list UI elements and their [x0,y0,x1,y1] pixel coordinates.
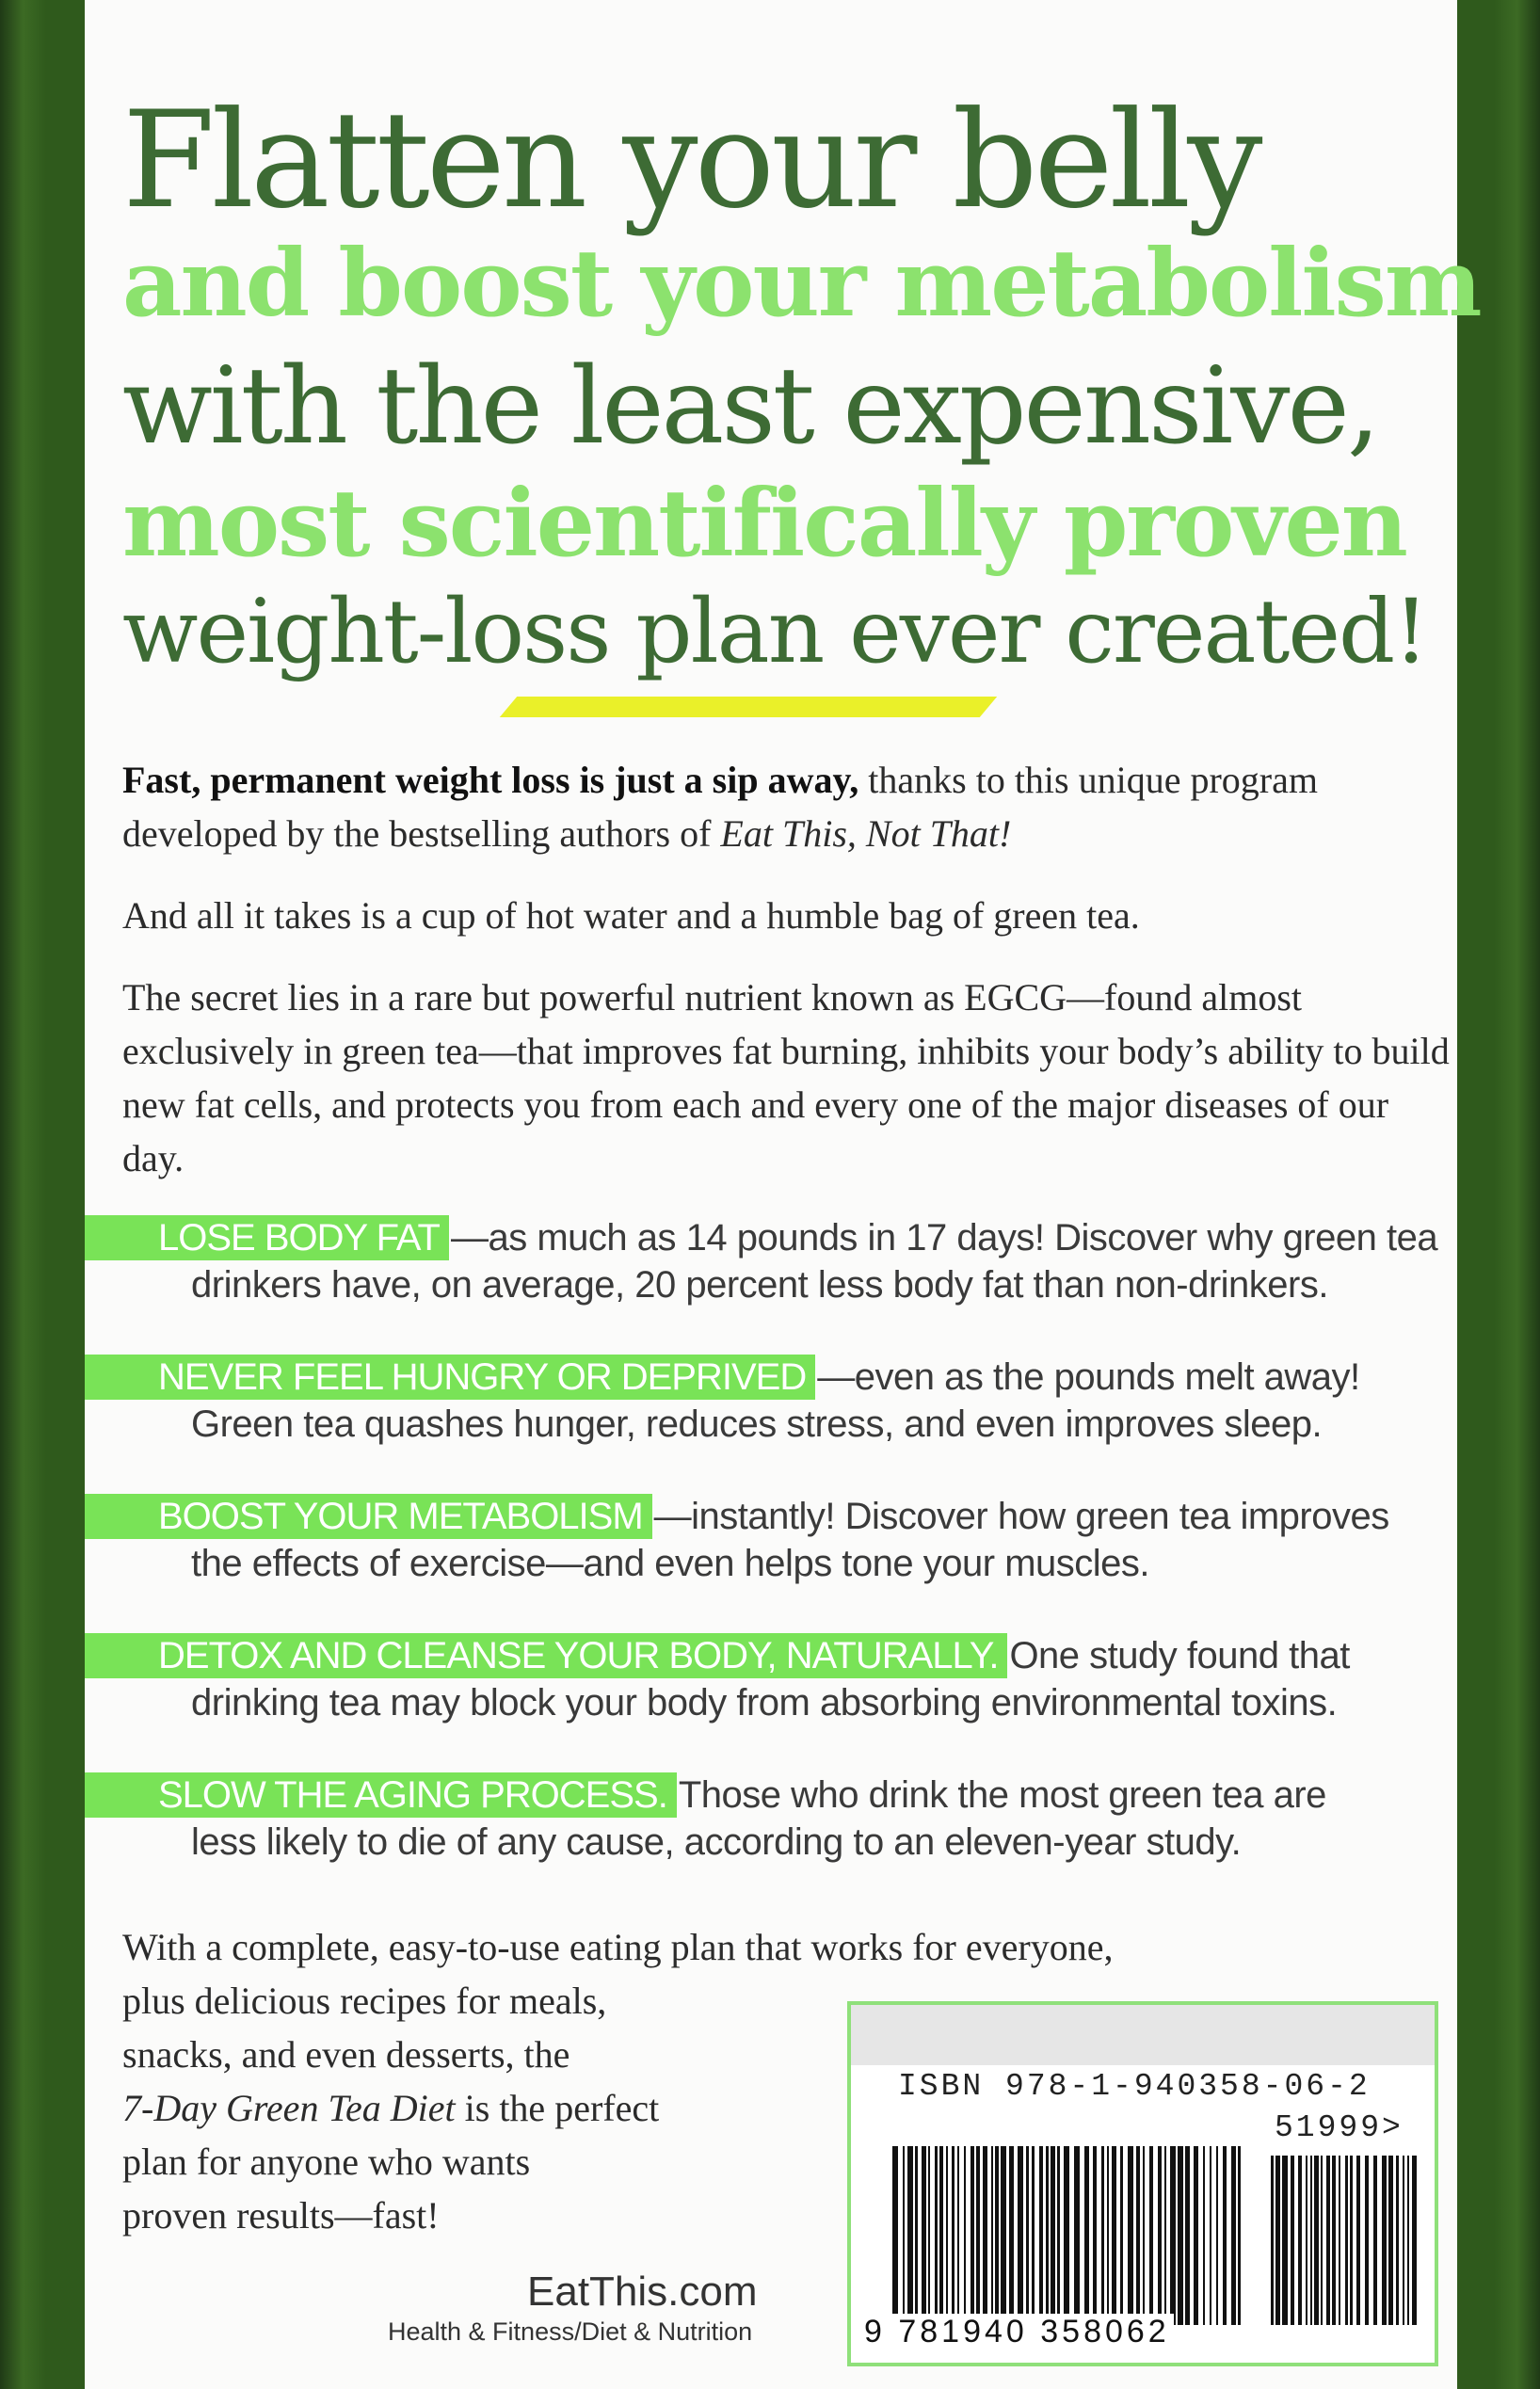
barcode-bar [1084,2146,1089,2325]
benefit-text-continued: less likely to die of any cause, according to an eleven-year study. [191,1821,1242,1863]
barcode-bar [1170,2146,1176,2325]
barcode-bar [1321,2156,1323,2325]
barcode-bar [907,2146,913,2325]
closing-line: proven results—fast! [122,2194,440,2237]
intro-paragraph-3: The secret lies in a rare but powerful nutrient known as EGCG—found almost exclusively in green tea—that improves fat burning, inhibits your body’s ability to build new fat cells, and protects you from each and every one of the major diseases of our day. [122,976,1450,1179]
barcode-bar [1185,2146,1190,2325]
barcode-bar [1356,2156,1360,2325]
barcode-bar [1388,2156,1393,2325]
benefit-item [85,1493,1457,1587]
closing-line: plus delicious recipes for meals, [122,1980,607,2022]
headline-line-4: most scientifically proven [122,470,1406,578]
barcode-bar [1178,2146,1183,2325]
intro-lead: Fast, permanent weight loss is just a sip away, [122,759,859,801]
isbn-barcode [847,2001,1438,2366]
barcode-bar [946,2146,948,2325]
headline-line-3: with the least expensive, [122,345,1378,468]
barcode-bar [1046,2146,1049,2325]
benefit-tag: DETOX AND CLEANSE YOUR BODY, NATURALLY. [85,1633,1007,1678]
book-title: 7-Day Green Tea Diet [122,2087,456,2129]
headline-line-1: Flatten your belly [122,83,1259,238]
barcode-bar [995,2146,999,2325]
barcode-bar [1231,2146,1236,2325]
barcode-bar [1238,2146,1241,2325]
barcode-bar [1107,2146,1109,2325]
barcode-bar [1136,2146,1140,2325]
barcode-bar [1101,2146,1104,2325]
barcode-bar [1350,2156,1353,2325]
barcode-bar [1396,2156,1399,2325]
barcode-bar [991,2146,993,2325]
barcode-bar [892,2146,898,2325]
barcode-bar [1382,2156,1387,2325]
barcode-main-bars [892,2146,1241,2325]
closing-line: plan for anyone who wants [122,2140,531,2183]
benefit-text: —as much as 14 pounds in 17 days! Discover why green tea [450,1217,1438,1259]
barcode-bar [1158,2146,1162,2325]
barcode-bar [1282,2156,1288,2325]
barcode-bar [915,2146,918,2325]
benefit-text-continued: Green tea quashes hunger, reduces stress, and even improves sleep. [191,1403,1323,1445]
barcode-bar [1403,2156,1404,2325]
headline-line-2: and boost your metabolism [122,230,1481,338]
barcode-bar [1009,2146,1014,2325]
barcode-digits: 9 781940 358062 [860,2314,1174,2350]
book-category: Health & Fitness/Diet & Nutrition [388,2317,753,2346]
barcode-bar [1039,2146,1043,2325]
benefit-text-continued: drinkers have, on average, 20 percent less body fat than non-drinkers. [191,1264,1328,1306]
barcode-bar [1271,2156,1274,2325]
benefit-tag: NEVER FEEL HUNGRY OR DEPRIVED [85,1355,815,1400]
benefit-text: —instantly! Discover how green tea improves [653,1496,1389,1537]
publisher-website: EatThis.com [527,2269,758,2315]
barcode-bar [1064,2146,1069,2325]
barcode-bar [1194,2146,1198,2325]
benefit-text: Those who drink the most green tea are [678,1774,1326,1816]
barcode-bar [1074,2146,1080,2325]
barcode-bar [1339,2156,1340,2325]
barcode-bar [1332,2156,1336,2325]
benefit-item [85,1214,1457,1308]
benefit-text: —even as the pounds melt away! [817,1356,1360,1398]
barcode-bar [1051,2146,1055,2325]
barcode-bar [935,2146,938,2325]
benefit-tag: BOOST YOUR METABOLISM [85,1494,652,1539]
barcode-bar [1310,2156,1312,2325]
barcode-addon-bars [1271,2156,1417,2325]
isbn-number: ISBN 978-1-940358-06-2 [898,2069,1371,2104]
barcode-bar [976,2146,980,2325]
closing-text [122,1920,1114,2242]
barcode-bar [1275,2156,1280,2325]
barcode-bar [1112,2146,1116,2325]
barcode-bar [1120,2146,1123,2325]
price-code: 51999> [1275,2110,1404,2145]
benefit-item [85,1772,1457,1866]
intro-text [122,753,1459,1213]
benefit-item [85,1354,1457,1448]
barcode-bar [1291,2156,1294,2325]
barcode-bar [1026,2146,1029,2325]
barcode-bar [957,2146,959,2325]
price-band [851,2005,1435,2065]
barcode-bar [971,2146,974,2325]
barcode-bar [1001,2146,1006,2325]
barcode-bar [1407,2156,1409,2325]
closing-line: 7-Day Green Tea Diet is the perfect [122,2087,660,2129]
barcode-bar [1143,2146,1145,2325]
barcode-bar [1223,2146,1227,2325]
back-cover [85,0,1481,2389]
barcode-bar [903,2146,905,2325]
barcode-bar [1326,2156,1330,2325]
barcode-bar [1298,2156,1302,2325]
barcode-bar [1203,2146,1205,2325]
benefit-tag: LOSE BODY FAT [85,1215,449,1260]
barcode-bar [1057,2146,1060,2325]
benefit-item [85,1632,1457,1726]
barcode-bar [1373,2156,1377,2325]
barcode-bar [1149,2146,1153,2325]
yellow-divider [500,697,997,717]
barcode-bar [1216,2146,1218,2325]
barcode-bar [1314,2156,1319,2325]
intro-body: thanks to this unique program developed by the bestselling authors of [122,759,1318,855]
closing-line: snacks, and even desserts, the [122,2033,570,2076]
intro-paragraph-1 [122,753,1459,860]
barcode-bar [1365,2156,1369,2325]
barcode-bar [952,2146,954,2325]
benefit-tag: SLOW THE AGING PROCESS. [85,1772,677,1818]
barcode-bar [1412,2156,1417,2325]
benefit-text: One study found that [1009,1635,1350,1676]
barcode-bar [964,2146,966,2325]
benefit-text-continued: the effects of exercise—and even helps tone your muscles. [191,1543,1150,1584]
barcode-bar [1164,2146,1166,2325]
barcode-bar [1128,2146,1133,2325]
headline-line-5: weight-loss plan ever created! [122,581,1427,683]
closing-line: With a complete, easy-to-use eating plan that works for everyone, [122,1926,1114,1968]
barcode-bar [1210,2146,1211,2325]
barcode-bar [1306,2156,1307,2325]
benefit-text-continued: drinking tea may block your body from absorbing environmental toxins. [191,1682,1338,1724]
barcode-bar [983,2146,987,2325]
barcode-bar [1018,2146,1023,2325]
intro-paragraph-2: And all it takes is a cup of hot water and a humble bag of green tea. [122,894,1140,937]
barcode-bar [1093,2146,1097,2325]
barcode-bar [1345,2156,1348,2325]
barcode-bar [1032,2146,1035,2325]
barcode-bar [939,2146,943,2325]
barcode-bar [922,2146,926,2325]
book-title-reference: Eat This, Not That! [720,812,1012,855]
barcode-bar [928,2146,930,2325]
